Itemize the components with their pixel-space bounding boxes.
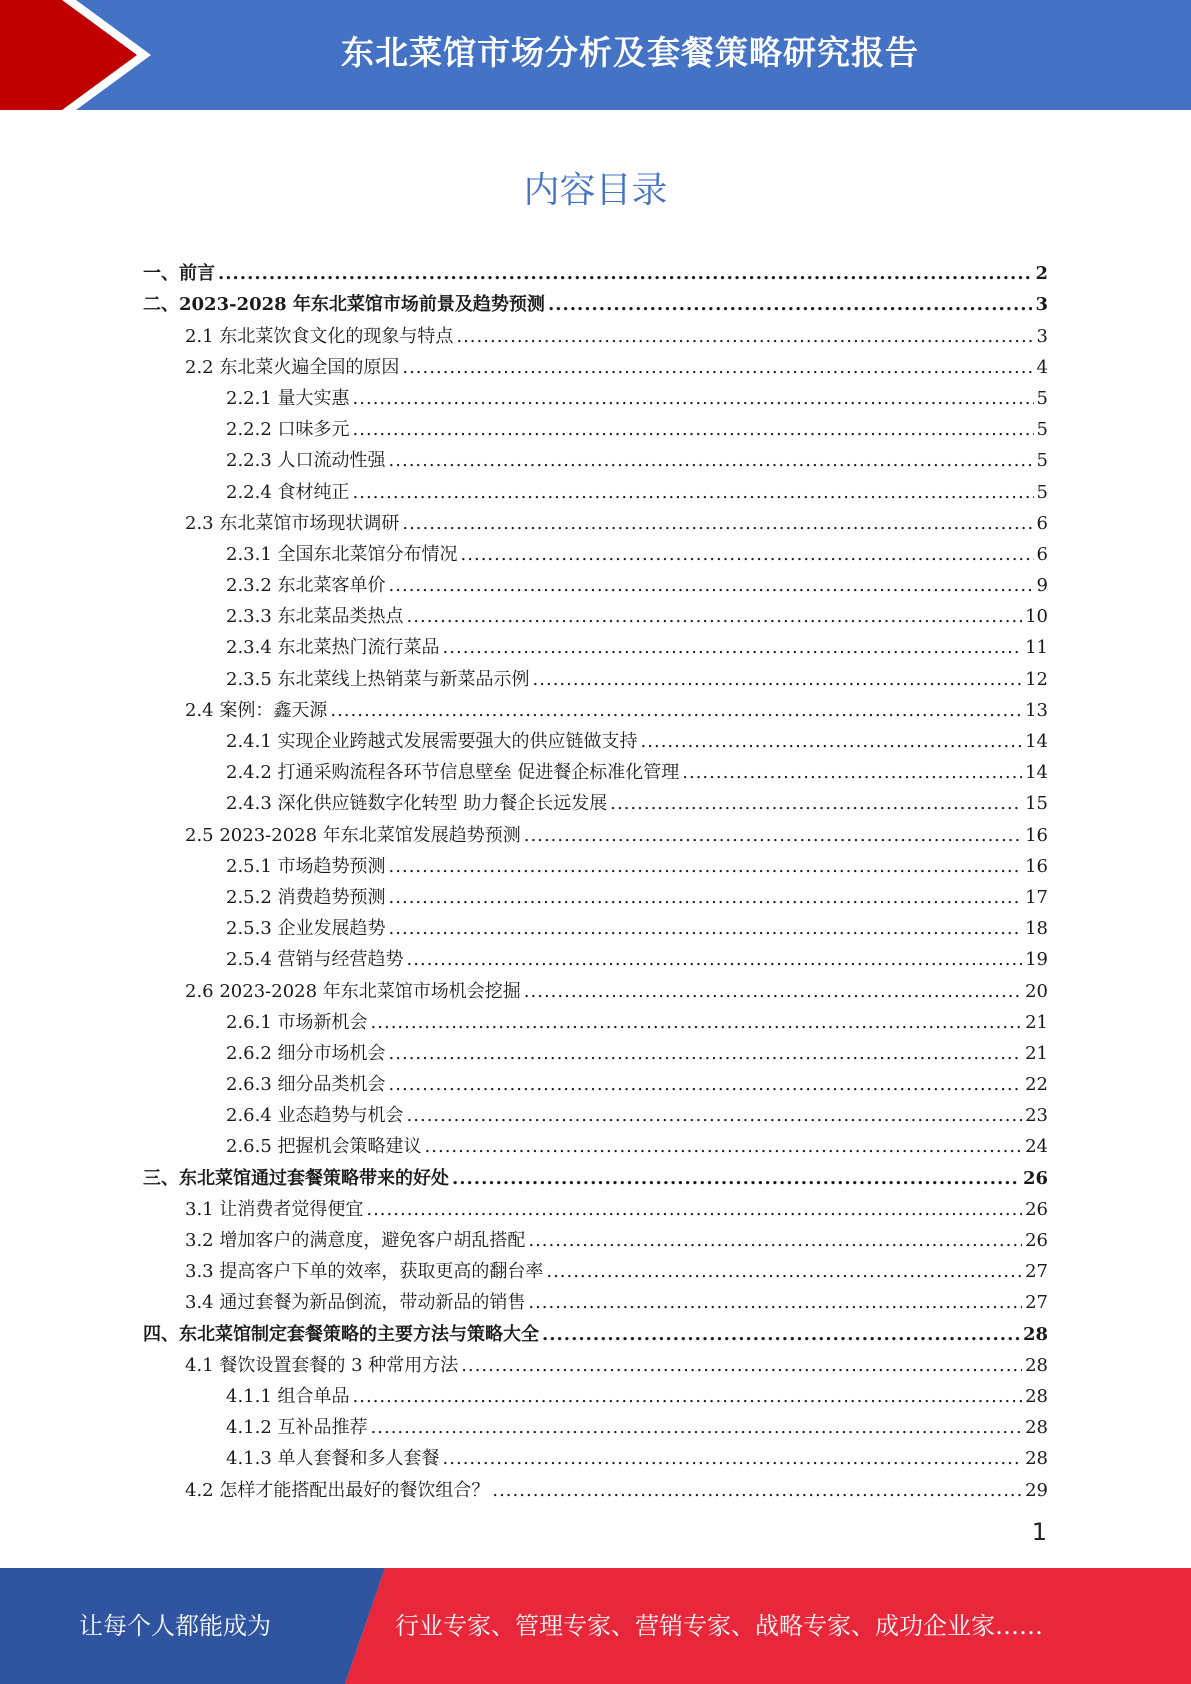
toc-entry-page: 26	[1025, 1230, 1048, 1251]
toc-dot-leader	[610, 793, 1022, 815]
toc-entry-title: 2.3.4 东北菜热门流行菜品	[226, 637, 440, 659]
toc-entry-title: 四、东北菜馆制定套餐策略的主要方法与策略大全	[143, 1323, 539, 1345]
toc-entry[interactable]	[143, 722, 1048, 753]
toc-dot-leader	[528, 1230, 1022, 1252]
toc-dot-leader	[461, 544, 1034, 566]
toc-entry-page: 21	[1025, 1042, 1048, 1064]
toc-entry[interactable]	[143, 909, 1048, 940]
toc-entry-title: 2.3.3 东北菜品类热点	[226, 606, 404, 628]
toc-entry-title: 2.6.3 细分品类机会	[226, 1074, 386, 1096]
toc-entry-title: 2.6.2 细分市场机会	[226, 1042, 386, 1064]
toc-entry[interactable]	[143, 753, 1048, 784]
toc-entry-title: 2.3.1 全国东北菜馆分布情况	[226, 543, 458, 565]
toc-dot-leader	[542, 1324, 1020, 1346]
toc-entry[interactable]	[143, 1439, 1048, 1470]
toc-dot-leader	[407, 606, 1023, 628]
toc-heading: 内容目录	[523, 170, 668, 211]
toc-entry-title: 2.4.2 打通采购流程各环节信息壁垒 促进餐企标准化管理	[226, 762, 680, 784]
toc-entry-title: 2.2.3 人口流动性强	[226, 450, 386, 472]
toc-entry[interactable]	[143, 628, 1048, 659]
toc-entry-page: 28	[1025, 1385, 1048, 1407]
toc-dot-leader	[492, 1480, 1022, 1502]
toc-entry-page: 21	[1025, 1011, 1048, 1033]
toc-entry[interactable]	[143, 410, 1048, 441]
toc-entry[interactable]	[143, 441, 1048, 472]
toc-entry-page: 24	[1025, 1136, 1048, 1158]
toc-dot-leader	[353, 1386, 1023, 1408]
toc-entry-title: 4.1.2 互补品推荐	[226, 1417, 368, 1439]
toc-dot-leader	[524, 825, 1022, 847]
toc-entry-page: 28	[1025, 1354, 1048, 1376]
toc-entry[interactable]	[143, 472, 1048, 503]
toc-entry-page: 28	[1022, 1323, 1048, 1345]
toc-entry[interactable]	[143, 815, 1048, 846]
toc-entry-page: 3	[1035, 294, 1048, 316]
toc-entry[interactable]	[143, 1408, 1048, 1439]
toc-dot-leader	[402, 513, 1033, 535]
toc-dot-leader	[443, 1448, 1023, 1470]
toc-entry-title: 2.2.2 口味多元	[226, 419, 350, 441]
toc-entry-page: 16	[1025, 824, 1048, 846]
toc-entry-title: 3.2 增加客户的满意度，避免客户胡乱搭配	[185, 1230, 526, 1251]
toc-entry-page: 11	[1025, 637, 1048, 659]
toc-dot-leader	[389, 856, 1023, 878]
toc-dot-leader	[407, 1105, 1023, 1127]
toc-entry[interactable]	[143, 504, 1048, 535]
toc-entry-title: 2.3.5 东北菜线上热销菜与新菜品示例	[226, 668, 530, 690]
toc-entry[interactable]	[143, 1221, 1048, 1252]
toc-entry[interactable]	[143, 316, 1048, 347]
toc-entry-page: 6	[1036, 512, 1048, 534]
toc-entry-page: 3	[1036, 325, 1048, 347]
toc-dot-leader	[366, 1199, 1022, 1221]
toc-entry[interactable]	[143, 1096, 1048, 1127]
toc-dot-leader	[371, 1012, 1023, 1034]
toc-dot-leader	[389, 887, 1023, 909]
toc-entry[interactable]	[143, 566, 1048, 597]
toc-entry[interactable]	[143, 1065, 1048, 1096]
toc-dot-leader	[389, 575, 1034, 597]
toc-entry-page: 5	[1036, 450, 1048, 472]
toc-dot-leader	[353, 388, 1034, 410]
toc-entry[interactable]	[143, 1003, 1048, 1034]
toc-entry-page: 5	[1036, 481, 1048, 503]
toc-entry-title: 二、2023-2028 年东北菜馆市场前景及趋势预测	[143, 294, 545, 316]
toc-entry-page: 27	[1025, 1261, 1048, 1283]
toc-dot-leader	[389, 1074, 1023, 1096]
toc-entry-page: 23	[1025, 1105, 1048, 1127]
footer-slogan-left: 让每个人都能成为	[79, 1612, 271, 1640]
toc-entry-page: 5	[1036, 387, 1048, 409]
toc-entry[interactable]	[143, 1470, 1048, 1501]
toc-entry-page: 4	[1036, 356, 1048, 378]
toc-dot-leader	[389, 918, 1023, 940]
toc-entry-title: 2.3 东北菜馆市场现状调研	[185, 512, 400, 534]
toc-entry-title: 3.4 通过套餐为新品倒流，带动新品的销售	[185, 1292, 526, 1314]
toc-entry-page: 15	[1025, 793, 1048, 815]
toc-entry-title: 3.3 提高客户下单的效率，获取更高的翻台率	[185, 1261, 544, 1283]
toc-entry-title: 2.6.5 把握机会策略建议	[226, 1136, 422, 1158]
page-footer	[0, 1568, 1191, 1684]
toc-entry-title: 2.5.3 企业发展趋势	[226, 918, 386, 940]
toc-dot-leader	[533, 669, 1023, 691]
toc-entry-page: 12	[1025, 668, 1048, 690]
toc-entry[interactable]	[143, 1252, 1048, 1283]
toc-dot-leader	[353, 482, 1034, 504]
toc-dot-leader	[452, 1168, 1020, 1190]
toc-entry-title: 2.2 东北菜火遍全国的原因	[185, 356, 400, 378]
toc-entry-title: 2.5.2 消费趋势预测	[226, 886, 386, 908]
toc-dot-leader	[456, 326, 1033, 348]
toc-dot-leader	[528, 1292, 1022, 1314]
toc-entry[interactable]	[143, 940, 1048, 971]
toc-entry[interactable]	[143, 1283, 1048, 1314]
toc-entry[interactable]	[143, 1377, 1048, 1408]
toc-entry-page: 28	[1025, 1417, 1048, 1439]
toc-entry-page: 9	[1036, 575, 1048, 597]
toc-dot-leader	[641, 731, 1023, 753]
toc-entry-title: 2.4 案例：鑫天源	[185, 699, 328, 721]
toc-entry[interactable]	[143, 379, 1048, 410]
toc-entry-title: 2.1 东北菜饮食文化的现象与特点	[185, 325, 454, 347]
toc-entry-page: 26	[1022, 1167, 1048, 1189]
toc-entry[interactable]	[143, 1034, 1048, 1065]
toc-entry-title: 2.6.4 业态趋势与机会	[226, 1105, 404, 1127]
toc-entry-page: 17	[1025, 886, 1048, 908]
toc-entry-page: 22	[1025, 1074, 1048, 1096]
toc-entry[interactable]	[143, 847, 1048, 878]
toc-entry-title: 4.1.3 单人套餐和多人套餐	[226, 1448, 440, 1470]
toc-entry-title: 2.5 2023-2028 年东北菜馆发展趋势预测	[185, 824, 521, 846]
toc-entry[interactable]	[143, 1127, 1048, 1158]
toc-entry[interactable]	[143, 691, 1048, 722]
toc-dot-leader	[402, 357, 1033, 379]
toc-entry[interactable]	[143, 285, 1048, 316]
toc-entry-title: 2.5.4 营销与经营趋势	[226, 949, 404, 971]
toc-entry-title: 4.2 怎样才能搭配出最好的餐饮组合？	[185, 1479, 490, 1501]
toc-entry-title: 2.2.4 食材纯正	[226, 481, 350, 503]
toc-entry[interactable]	[143, 254, 1048, 285]
toc-entry-title: 2.3.2 东北菜客单价	[226, 575, 386, 597]
toc-entry-page: 6	[1036, 543, 1048, 565]
toc-entry[interactable]	[143, 1346, 1048, 1377]
toc-entry-page: 19	[1025, 949, 1048, 971]
toc-entry-title: 2.6.1 市场新机会	[226, 1011, 368, 1033]
toc-entry-page: 18	[1025, 918, 1048, 940]
toc-dot-leader	[524, 981, 1022, 1003]
page-header	[0, 0, 1191, 110]
toc-dot-leader	[546, 1261, 1022, 1283]
toc-dot-leader	[407, 949, 1023, 971]
toc-entry[interactable]	[143, 784, 1048, 815]
toc-entry-title: 4.1.1 组合单品	[226, 1385, 350, 1407]
toc-entry[interactable]	[143, 348, 1048, 379]
table-of-contents	[143, 254, 1048, 1502]
toc-dot-leader	[218, 263, 1032, 285]
toc-dot-leader	[371, 1417, 1023, 1439]
toc-entry-title: 2.6 2023-2028 年东北菜馆市场机会挖掘	[185, 980, 521, 1002]
toc-entry-title: 2.4.3 深化供应链数字化转型 助力餐企长远发展	[226, 793, 608, 815]
toc-entry[interactable]	[143, 878, 1048, 909]
toc-entry-page: 14	[1025, 762, 1048, 784]
toc-entry-page: 16	[1025, 855, 1048, 877]
toc-entry-page: 5	[1036, 419, 1048, 441]
toc-entry[interactable]	[143, 1158, 1048, 1189]
toc-entry-page: 28	[1025, 1448, 1048, 1470]
toc-entry-page: 2	[1035, 263, 1048, 285]
toc-dot-leader	[330, 700, 1022, 722]
toc-dot-leader	[353, 419, 1034, 441]
toc-dot-leader	[443, 637, 1023, 659]
toc-entry-page: 27	[1025, 1292, 1048, 1314]
toc-dot-leader	[461, 1355, 1022, 1377]
toc-entry-title: 2.2.1 量大实惠	[226, 387, 350, 409]
toc-entry[interactable]	[143, 1190, 1048, 1221]
toc-entry-page: 10	[1025, 606, 1048, 628]
toc-entry-page: 20	[1025, 980, 1048, 1002]
toc-entry-title: 2.5.1 市场趋势预测	[226, 855, 386, 877]
toc-entry[interactable]	[143, 535, 1048, 566]
toc-entry-title: 2.4.1 实现企业跨越式发展需要强大的供应链做支持	[226, 731, 638, 752]
toc-dot-leader	[389, 1043, 1023, 1065]
toc-dot-leader	[389, 450, 1034, 472]
toc-entry-page: 14	[1025, 731, 1048, 752]
toc-entry-title: 3.1 让消费者觉得便宜	[185, 1198, 364, 1220]
toc-entry-page: 26	[1025, 1198, 1048, 1220]
toc-dot-leader	[548, 294, 1033, 316]
toc-entry-page: 13	[1025, 699, 1048, 721]
toc-dot-leader	[425, 1136, 1023, 1158]
toc-entry-title: 三、东北菜馆通过套餐策略带来的好处	[143, 1167, 449, 1189]
page-number: 1	[1031, 1518, 1047, 1546]
footer-slogan-right: 行业专家、管理专家、营销专家、战略专家、成功企业家……	[395, 1612, 1043, 1640]
toc-entry[interactable]	[143, 1314, 1048, 1345]
toc-entry-page: 29	[1025, 1479, 1048, 1501]
toc-entry[interactable]	[143, 597, 1048, 628]
toc-entry[interactable]	[143, 659, 1048, 690]
toc-entry-title: 一、前言	[143, 263, 215, 285]
report-title: 东北菜馆市场分析及套餐策略研究报告	[341, 33, 919, 72]
toc-entry[interactable]	[143, 971, 1048, 1002]
toc-entry-title: 4.1 餐饮设置套餐的 3 种常用方法	[185, 1354, 459, 1376]
toc-dot-leader	[682, 762, 1022, 784]
